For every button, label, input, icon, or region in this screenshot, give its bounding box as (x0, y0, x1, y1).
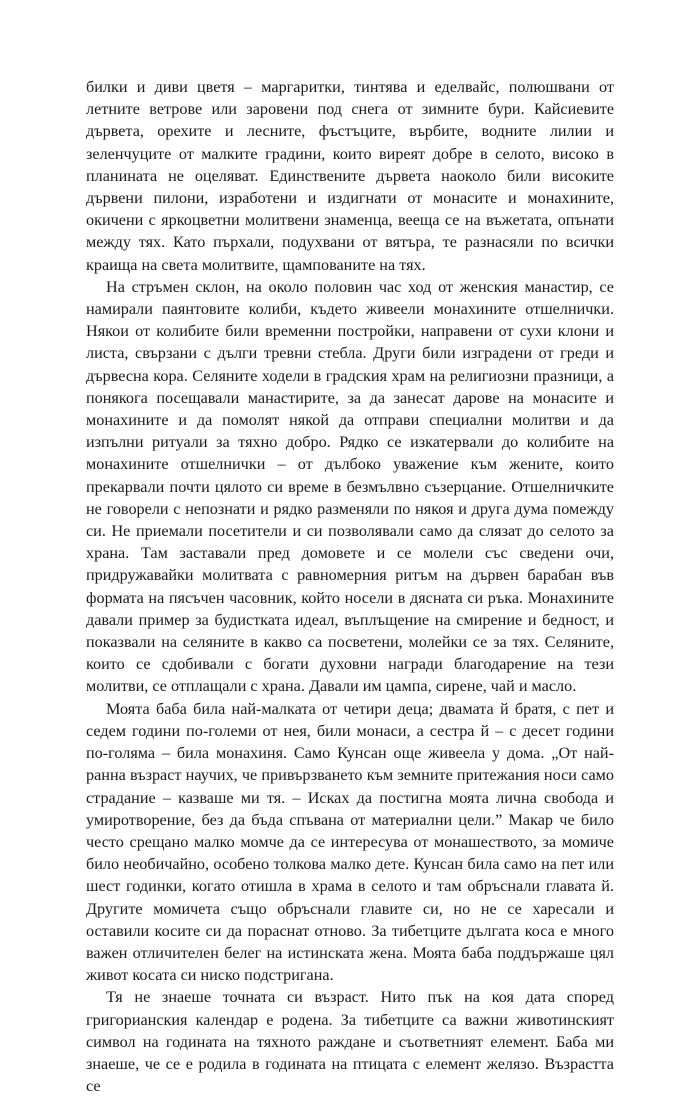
paragraph-2: На стръмен склон, на около половин час ход от женския манастир, се намирали паянтовите колиби, където живеели монахините отшелнички. Някои от колибите били временни постройки, направени от сухи клони и листа, свързани с дълги тревни стебла. Други били изградени от греди и дървесна кора. Селяните ходели в градския храм на религиозни празници, а понякога посещавали манастирите, за да занесат дарове на монасите и монахините и да помолят някой да отправи специални молитви и да изпълни ритуали за тяхно добро. Рядко се изкатервали до колибите на монахините отшелнички – от дълбоко уважение към жените, които прекарвали почти цялото си време в безмълвно съзерцание. Отшелничките не говорели с непознати и рядко разменяли по някоя и друга дума помежду си. Не приемали посетители и си позволявали само да слязат до селото за храна. Там заставали пред домовете и се молели със сведени очи, придружавайки молитвата с равномерния ритъм на дървен барабан във формата на пясъчен часовник, който носели в дясната си ръка. Монахините давали пример за будистката идеал, въплъщение на смирение и бедност, и показвали на селяните в какво са посветени, молейки се за тях. Селяните, които се сдобивали с богати духовни награди благодарение на тези молитви, се отплащали с храна. Давали им цампа, сирене, чай и масло. (86, 277, 614, 696)
paragraph-4: Тя не знаеше точната си възраст. Нито пък на коя дата според григорианския календар е родена. За тибетците са важни животинският символ на годината на тяхното раждане и съответният елемент. Баба ми знаеше, че се е родила в годината на птицата с елемент желязо. Възрастта се (86, 988, 614, 1096)
paragraph-3: Моята баба била най-малката от четири деца; двамата й братя, с пет и седем години по-големи от нея, били монаси, а сестра й – с десет години по-голяма – била монахиня. Само Кунсан още живеела у дома. „От най-ранна възраст научих, че привързването към земните притежания носи само страдание – казваше ми тя. – Исках да постигна моята лична свобода и умиротворение, без да бъда спъвана от материални цели.” Макар че било често срещано малко момче да се интересува от монашеството, за момиче било необичайно, особено толкова малко дете. Кунсан била само на пет или шест годинки, когато отишла в храма в селото и там обръснали главата й. Другите момичета също обръснали главите си, но не се харесали и оставили косите си да пораснат отново. За тибетците дългата коса е много важен отличителен белег на истинската жена. Моята баба поддържаше цял живот косата си ниско подстригана. (86, 699, 614, 985)
paragraph-1: билки и диви цветя – маргаритки, тинтява и еделвайс, полюшвани от летните ветрове или заровени под снега от зимните бури. Кайсиевите дървета, орехите и лесните, фъстъците, върбите, водните лилии и зеленчуците от малките градини, които виреят добре в селото, високо в планината не оцеляват. Единствените дървета наоколо били високите дървени пилони, изработени и издигнати от монасите и монахините, окичени с яркоцветни молитвени знаменца, вееща се на въжетата, опънати между тях. Като пърхали, подухвани от вятъра, те разнасяли по всички краища на света молитвите, щампованите на тях. (86, 78, 614, 274)
